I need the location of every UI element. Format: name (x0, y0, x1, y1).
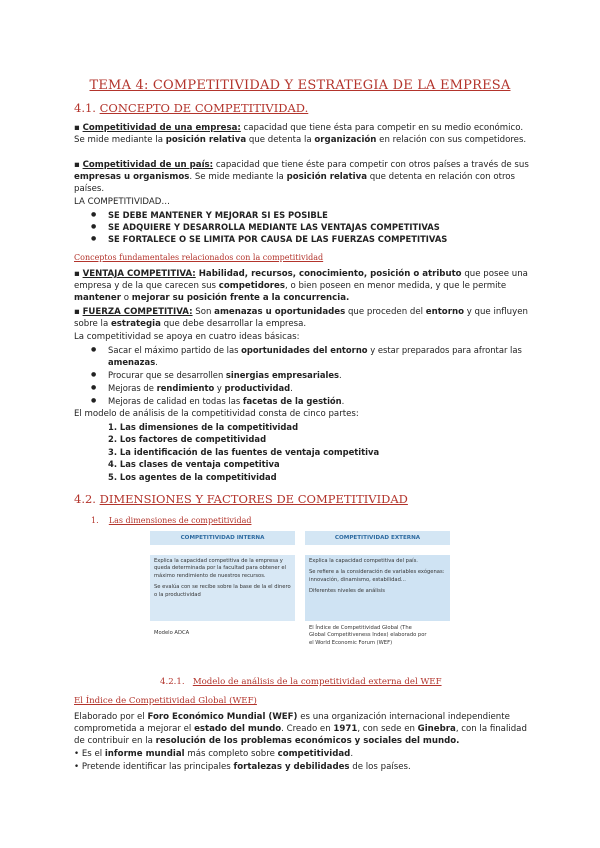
wef-subheading: El Índice de Competitividad Global (WEF) (74, 696, 257, 706)
list-item (108, 395, 344, 407)
bold-text: informe mundial (104, 749, 185, 759)
term-label: Competitividad de una empresa: (82, 123, 241, 133)
text: Sacar el máximo partido de las (108, 345, 242, 355)
panel-competitividad-externa (305, 531, 450, 661)
term-label: Competitividad de un país: (82, 160, 214, 170)
text: que debe desarrollar la empresa. (160, 319, 307, 330)
bold-text: fortalezas y debilidades (233, 762, 350, 772)
bold-text: competidores (218, 281, 285, 292)
ideas-lead: La competitividad se apoya en cuatro ideas básicas: (74, 332, 300, 342)
text: , con sede en (357, 724, 418, 735)
page-title: TEMA 4: COMPETITIVIDAD Y ESTRATEGIA DE LA EMPRESA (89, 78, 511, 93)
list-item (108, 369, 342, 381)
panel-text: Explica la capacidad competitiva de la empresa y queda determinada por la facultad para obtener el máximo rendimiento de nuestros recursos. (154, 558, 287, 579)
text: de los países. (349, 762, 411, 772)
bold-text: sinergias empresariales (225, 370, 340, 380)
paragraph-informe: • Es el informe mundial más completo sobre competitividad. (74, 749, 354, 759)
text: . (290, 383, 293, 393)
subsection-4-2-1-heading (160, 677, 442, 687)
text: Mejoras de calidad en todas las (108, 396, 243, 406)
lead-text: LA COMPETITIVIDAD… (74, 197, 170, 207)
text: Procurar que se desarrollen (108, 370, 226, 380)
bold-text: resolución de los problemas económicos y sociales del mundo. (155, 736, 460, 747)
bold-text: estrategia (110, 319, 161, 330)
section-number: 4.2. (74, 492, 96, 506)
text: y (214, 383, 225, 393)
text: capacidad que tiene éste para competir con otros países a través de sus (213, 160, 529, 170)
numbered-item: 4. Las clases de ventaja competitiva (108, 459, 280, 469)
subsection-heading (91, 516, 251, 525)
text: más completo sobre (184, 749, 278, 759)
bold-text: 1971 (333, 724, 358, 735)
bold-text: Habilidad, recursos, conocimiento, posición o atributo (195, 269, 462, 279)
subsection-number: 4.2.1. (160, 677, 185, 687)
text: . (350, 749, 354, 759)
bold-text: mejorar su posición frente a la concurrencia. (131, 293, 350, 304)
bold-text: organización (314, 135, 377, 146)
section-number: 4.1. (74, 101, 96, 115)
bold-text: facetas de la gestión (242, 396, 342, 406)
term-label: VENTAJA COMPETITIVA: (82, 269, 196, 279)
subsection-title: Modelo de análisis de la competitividad externa del WEF (192, 677, 442, 687)
text: , con la finalidad de contribuir en la (74, 724, 527, 747)
bold-text: rendimiento (156, 383, 215, 393)
text: . (155, 357, 158, 367)
section-4-2-heading (74, 492, 408, 506)
paragraph-wef (74, 711, 530, 748)
subsection-title: Las dimensiones de competitividad (108, 516, 252, 525)
text: Es el (81, 749, 105, 759)
section-title: CONCEPTO DE COMPETITIVIDAD. (99, 101, 309, 115)
text: que detenta en relación con otros países. (74, 172, 516, 195)
text: y estar preparados para afrontar las (367, 345, 522, 355)
text: y que influyen sobre la (74, 307, 528, 330)
text: que detenta la (246, 135, 315, 146)
panel-text: Se refiere a la consideración de variables exógenas: innovación, dinamismo, estabilidad... (309, 569, 445, 583)
paragraph-fuerza: ▪ FUERZA COMPETITIVA: Son amenazas u oportunidades que proceden del entorno y que influyen sobre la estrategia que debe desarrollar la empresa. (74, 307, 528, 330)
paragraph-ventaja: ▪ VENTAJA COMPETITIVA: Habilidad, recursos, conocimiento, posición o atributo que posee una empresa y de la que carecen sus competidores, o bien poseen en menor medida, y que le permite mantener o mejorar su posición frente a la concurrencia. (74, 269, 528, 304)
text: , o bien poseen en menor medida, y que le permite (285, 281, 507, 292)
section-4-1-heading (74, 101, 308, 115)
bold-text: estado del mundo (194, 724, 282, 735)
list-item: ● SE FORTALECE O SE LIMITA POR CAUSA DE LAS FUERZAS COMPETITIVAS (108, 233, 447, 245)
numbered-item: 1. Las dimensiones de la competitividad (108, 422, 299, 432)
bold-text: productividad (224, 383, 291, 393)
text: . (341, 396, 345, 406)
panel-text: Modelo ADCA (154, 630, 190, 636)
text: capacidad que tiene ésta para competir en su medio económico. Se mide mediante la (74, 123, 524, 146)
panel-competitividad-interna (150, 531, 295, 661)
bold-text: amenazas (108, 357, 156, 367)
paragraph-competitividad-empresa: ▪ Competitividad de una empresa: capacidad que tiene ésta para competir en su medio económico. Se mide mediante la posición relativa que detenta la organización en relación con sus competidores. (74, 123, 527, 146)
panel-text: El Índice de Competitividad Global (The Global Competitiveness Index) elaborado por el World Economic Forum (WEF) (309, 625, 427, 646)
bold-text: Foro Económico Mundial (WEF) (147, 712, 298, 722)
text: es una organización internacional independiente comprometida a mejorar el (74, 712, 510, 735)
bold-text: competitividad (277, 749, 351, 759)
text: Elaborado por el (74, 712, 148, 722)
term-label: FUERZA COMPETITIVA: (82, 307, 193, 317)
panel-text: Diferentes niveles de análisis (309, 588, 386, 595)
panel-text: Explica la capacidad competitiva del país. (309, 558, 418, 564)
text: que proceden del (345, 307, 426, 317)
text: . (339, 370, 342, 380)
panel-header: COMPETITIVIDAD EXTERNA (305, 531, 450, 545)
text: en relación con sus competidores. (376, 135, 527, 146)
text: Son (192, 307, 215, 317)
section-title: DIMENSIONES Y FACTORES DE COMPETITIVIDAD (99, 492, 408, 506)
text: . Se mide mediante la (189, 172, 287, 183)
bold-text: amenazas u oportunidades (214, 307, 346, 317)
panel-body (150, 555, 295, 621)
list-item: ● SE DEBE MANTENER Y MEJORAR SI ES POSIBLE (108, 209, 328, 221)
list-item: ● SE ADQUIERE Y DESARROLLA MEDIANTE LAS VENTAJAS COMPETITIVAS (108, 221, 440, 233)
paragraph-pretende: • Pretende identificar las principales fortalezas y debilidades de los países. (74, 762, 411, 772)
bold-text: entorno (425, 307, 464, 317)
bold-text: posición relativa (286, 172, 367, 183)
subsection-heading: Conceptos fundamentales relacionados con la competitividad (74, 253, 324, 262)
bold-text: Ginebra (417, 724, 456, 735)
text: . Creado en (281, 724, 334, 735)
numbered-item: 3. La identificación de las fuentes de ventaja competitiva (108, 447, 380, 457)
subsection-number: 1. (91, 516, 99, 525)
list-item (108, 344, 528, 368)
numbered-item: 5. Los agentes de la competitividad (108, 472, 277, 482)
text: o (121, 293, 132, 304)
bold-text: mantener (74, 293, 121, 304)
text: Mejoras de (108, 383, 157, 393)
text: Pretende identificar las principales (81, 762, 234, 772)
panel-body (305, 555, 450, 621)
bold-text: oportunidades del entorno (241, 345, 368, 355)
list-item (108, 382, 293, 394)
numbered-item: 2. Los factores de competitividad (108, 434, 267, 444)
paragraph-competitividad-pais: ▪ Competitividad de un país: capacidad que tiene éste para competir con otros países a través de sus empresas u organismos. Se mide mediante la posición relativa que detenta en relación con otros países. (74, 160, 529, 195)
model-lead: El modelo de análisis de la competitividad consta de cinco partes: (74, 409, 359, 419)
panel-header: COMPETITIVIDAD INTERNA (150, 531, 295, 545)
panel-text: Se evalúa con se recibe sobre la base de la el dinero o la productividad (154, 584, 291, 598)
text: que posee una empresa y de la que carecen sus (74, 269, 528, 292)
bold-text: empresas u organismos (74, 172, 190, 183)
bold-text: posición relativa (165, 135, 247, 146)
